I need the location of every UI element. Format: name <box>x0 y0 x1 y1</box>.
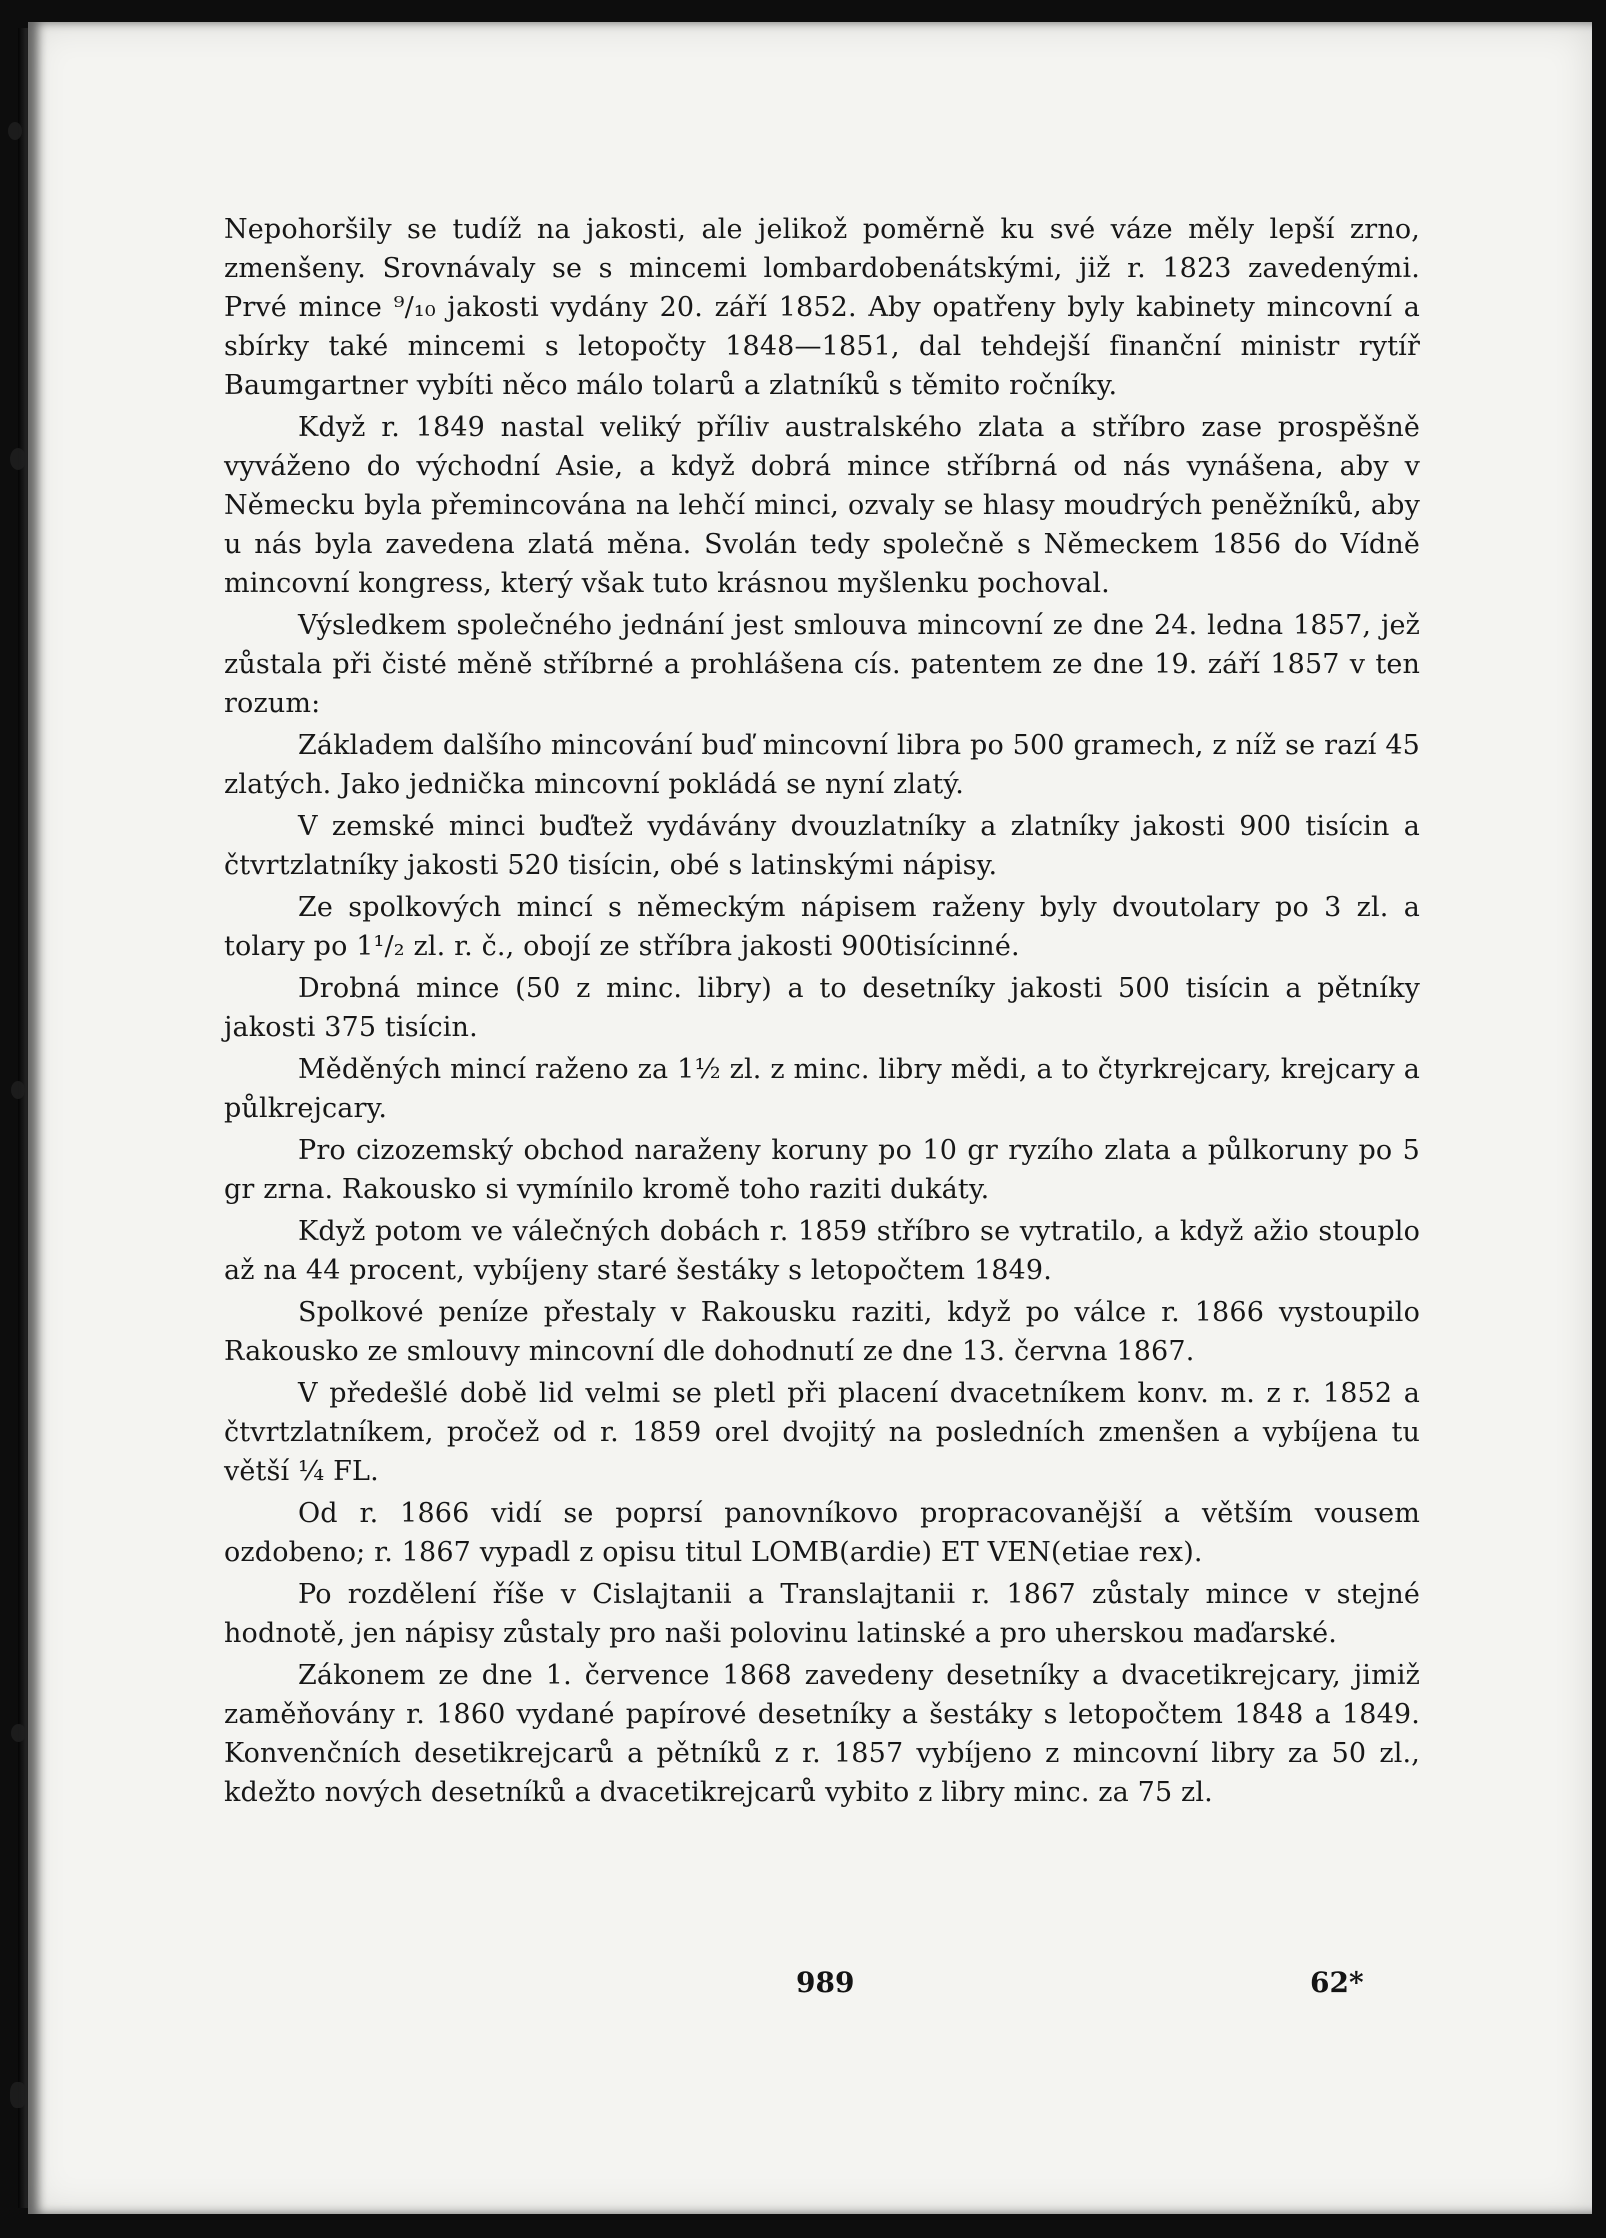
paragraph-4: Základem dalšího mincování buď mincovní libra po 500 gramech, z níž se razí 45 zlatých. Jako jednička mincovní pokládá se nyní zlatý. <box>224 730 1420 800</box>
scanned-page <box>28 22 1592 2214</box>
binding-mark-middle <box>11 1081 25 1099</box>
paragraph-6: Ze spolkových mincí s německým nápisem raženy byly dvoutolary po 3 zl. a tolary po 1¹/₂ zl. r. č., obojí ze stříbra jakosti 900tisícinné. <box>224 892 1420 962</box>
paragraph-13: Od r. 1866 vidí se poprsí panovníkovo propracovanější a větším vousem ozdobeno; r. 1867 vypadl z opisu titul LOMB(ardie) ET VEN(etiae rex). <box>224 1498 1420 1568</box>
paragraph-10: Když potom ve válečných dobách r. 1859 stříbro se vytratilo, a když ažio stouplo až na 44 procent, vybíjeny staré šestáky s letopočtem 1849. <box>224 1216 1420 1286</box>
binding-mark-bottom <box>10 2082 26 2108</box>
paragraph-14: Po rozdělení říše v Cislajtanii a Translajtanii r. 1867 zůstaly mince v stejné hodnotě, jen nápisy zůstaly pro naši polovinu latinské a pro uherskou maďarské. <box>224 1579 1420 1649</box>
paragraph-12: V předešlé době lid velmi se pletl při placení dvacetníkem konv. m. z r. 1852 a čtvrtzlatníkem, pročež od r. 1859 orel dvojitý na posledních zmenšen a vybíjena tu větší ¼ FL. <box>224 1378 1420 1487</box>
paragraph-1: Nepohoršily se tudíž na jakosti, ale jelikož poměrně ku své váze měly lepší zrno, zmenšeny. Srovnávaly se s mincemi lombardobenátskými, již r. 1823 zavedenými. Prvé mince ⁹/₁₀ jakosti vydány 20. září 1852. Aby opatřeny byly kabinety mincovní a sbírky také mincemi s letopočty 1848—1851, dal tehdejší finanční ministr rytíř Baumgartner vybíti něco málo tolarů a zlatníků s těmito ročníky. <box>224 214 1420 401</box>
paragraph-9: Pro cizozemský obchod naraženy koruny po 10 gr ryzího zlata a půlkoruny po 5 gr zrna. Rakousko si vymínilo kromě toho raziti dukáty. <box>224 1135 1420 1205</box>
paragraph-2: Když r. 1849 nastal veliký příliv australského zlata a stříbro zase prospěšně vyváženo do východní Asie, a když dobrá mince stříbrná od nás vynášena, aby v Německu byla přemincována na lehčí minci, ozvaly se hlasy moudrých peněžníků, aby u nás byla zavedena zlatá měna. Svolán tedy společně s Německem 1856 do Vídně mincovní kongress, který však tuto krásnou myšlenku pochoval. <box>224 412 1420 599</box>
paragraph-8: Měděných mincí raženo za 1½ zl. z minc. libry mědi, a to čtyrkrejcary, krejcary a půlkrejcary. <box>224 1054 1420 1124</box>
document-body <box>224 210 1420 1815</box>
paragraph-11: Spolkové peníze přestaly v Rakousku raziti, když po válce r. 1866 vystoupilo Rakousko ze smlouvy mincovní dle dohodnutí ze dne 13. června 1867. <box>224 1297 1420 1367</box>
binding-mark-top <box>8 122 22 140</box>
binding-mark-lower <box>11 1724 26 1742</box>
page-number: 989 <box>796 1966 855 1999</box>
paragraph-3: Výsledkem společného jednání jest smlouva mincovní ze dne 24. ledna 1857, jež zůstala při čisté měně stříbrné a prohlášena cís. patentem ze dne 19. září 1857 v ten rozum: <box>224 610 1420 719</box>
paragraph-7: Drobná mince (50 z minc. libry) a to desetníky jakosti 500 tisícin a pětníky jakosti 375 tisícin. <box>224 973 1420 1043</box>
page-footer <box>28 1966 1606 2006</box>
paragraph-15: Zákonem ze dne 1. července 1868 zavedeny desetníky a dvacetikrejcary, jimiž zaměňovány r. 1860 vydané papírové desetníky a šestáky s letopočtem 1848 a 1849. Konvenčních desetikrejcarů a pětníků z r. 1857 vybíjeno z mincovní libry za 50 zl., kdežto nových desetníků a dvacetikrejcarů vybito z libry minc. za 75 zl. <box>224 1660 1420 1808</box>
signature-mark: 62* <box>1310 1966 1364 1999</box>
paragraph-5: V zemské minci buďtež vydávány dvouzlatníky a zlatníky jakosti 900 tisícin a čtvrtzlatníky jakosti 520 tisícin, obé s latinskými nápisy. <box>224 811 1420 881</box>
binding-mark-upper <box>10 448 26 470</box>
